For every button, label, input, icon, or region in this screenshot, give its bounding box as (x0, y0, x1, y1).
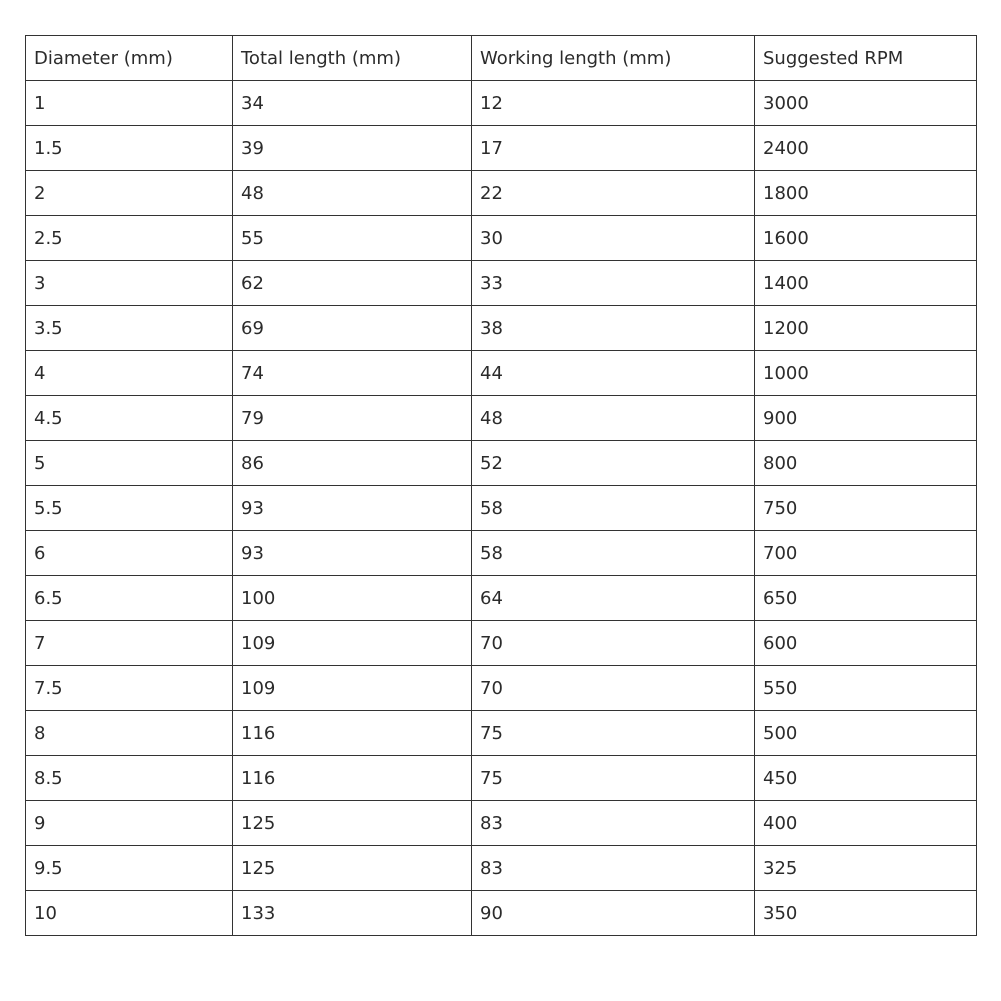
cell-working-length: 70 (472, 621, 755, 666)
table-row (26, 666, 977, 711)
cell-working-length: 52 (472, 441, 755, 486)
cell-working-length: 33 (472, 261, 755, 306)
cell-working-length: 70 (472, 666, 755, 711)
cell-diameter: 4.5 (26, 396, 233, 441)
cell-working-length: 58 (472, 531, 755, 576)
cell-total-length: 109 (233, 666, 472, 711)
cell-diameter: 8.5 (26, 756, 233, 801)
cell-suggested-rpm: 600 (755, 621, 977, 666)
cell-diameter: 9.5 (26, 846, 233, 891)
cell-diameter: 5.5 (26, 486, 233, 531)
cell-suggested-rpm: 800 (755, 441, 977, 486)
cell-diameter: 1.5 (26, 126, 233, 171)
cell-total-length: 109 (233, 621, 472, 666)
cell-total-length: 93 (233, 486, 472, 531)
cell-working-length: 48 (472, 396, 755, 441)
cell-suggested-rpm: 550 (755, 666, 977, 711)
cell-diameter: 6 (26, 531, 233, 576)
cell-working-length: 75 (472, 711, 755, 756)
cell-total-length: 39 (233, 126, 472, 171)
table-row (26, 261, 977, 306)
cell-working-length: 83 (472, 846, 755, 891)
header-working-length: Working length (mm) (472, 36, 755, 81)
cell-diameter: 6.5 (26, 576, 233, 621)
cell-total-length: 86 (233, 441, 472, 486)
cell-suggested-rpm: 325 (755, 846, 977, 891)
cell-suggested-rpm: 350 (755, 891, 977, 936)
cell-total-length: 125 (233, 801, 472, 846)
cell-working-length: 22 (472, 171, 755, 216)
table-row (26, 171, 977, 216)
cell-total-length: 62 (233, 261, 472, 306)
cell-total-length: 125 (233, 846, 472, 891)
cell-working-length: 44 (472, 351, 755, 396)
cell-suggested-rpm: 1800 (755, 171, 977, 216)
header-total-length: Total length (mm) (233, 36, 472, 81)
cell-suggested-rpm: 2400 (755, 126, 977, 171)
table-row (26, 621, 977, 666)
cell-total-length: 133 (233, 891, 472, 936)
cell-suggested-rpm: 400 (755, 801, 977, 846)
table-row (26, 531, 977, 576)
table-body (26, 81, 977, 936)
table-row (26, 81, 977, 126)
cell-diameter: 5 (26, 441, 233, 486)
cell-working-length: 30 (472, 216, 755, 261)
cell-suggested-rpm: 900 (755, 396, 977, 441)
cell-working-length: 90 (472, 891, 755, 936)
cell-total-length: 116 (233, 756, 472, 801)
cell-suggested-rpm: 450 (755, 756, 977, 801)
cell-diameter: 10 (26, 891, 233, 936)
cell-working-length: 83 (472, 801, 755, 846)
table-row (26, 441, 977, 486)
cell-diameter: 1 (26, 81, 233, 126)
header-suggested-rpm: Suggested RPM (755, 36, 977, 81)
cell-suggested-rpm: 700 (755, 531, 977, 576)
cell-total-length: 74 (233, 351, 472, 396)
table-row (26, 756, 977, 801)
cell-suggested-rpm: 750 (755, 486, 977, 531)
cell-total-length: 79 (233, 396, 472, 441)
cell-working-length: 17 (472, 126, 755, 171)
table-row (26, 216, 977, 261)
cell-total-length: 69 (233, 306, 472, 351)
cell-total-length: 100 (233, 576, 472, 621)
header-diameter: Diameter (mm) (26, 36, 233, 81)
cell-working-length: 75 (472, 756, 755, 801)
cell-diameter: 2 (26, 171, 233, 216)
cell-total-length: 48 (233, 171, 472, 216)
cell-total-length: 34 (233, 81, 472, 126)
cell-diameter: 2.5 (26, 216, 233, 261)
table-row (26, 351, 977, 396)
table-row (26, 846, 977, 891)
cell-diameter: 3 (26, 261, 233, 306)
cell-suggested-rpm: 500 (755, 711, 977, 756)
cell-diameter: 7 (26, 621, 233, 666)
cell-suggested-rpm: 1400 (755, 261, 977, 306)
table-row (26, 576, 977, 621)
cell-suggested-rpm: 1200 (755, 306, 977, 351)
table-row (26, 801, 977, 846)
cell-diameter: 7.5 (26, 666, 233, 711)
spec-table (25, 35, 977, 936)
cell-diameter: 4 (26, 351, 233, 396)
cell-working-length: 58 (472, 486, 755, 531)
cell-total-length: 55 (233, 216, 472, 261)
table-row (26, 486, 977, 531)
cell-working-length: 12 (472, 81, 755, 126)
cell-diameter: 9 (26, 801, 233, 846)
table-row (26, 306, 977, 351)
cell-suggested-rpm: 1000 (755, 351, 977, 396)
table-row (26, 711, 977, 756)
table-header-row (26, 36, 977, 81)
cell-suggested-rpm: 650 (755, 576, 977, 621)
cell-total-length: 93 (233, 531, 472, 576)
table-row (26, 396, 977, 441)
cell-working-length: 64 (472, 576, 755, 621)
table-row (26, 891, 977, 936)
cell-diameter: 8 (26, 711, 233, 756)
cell-suggested-rpm: 1600 (755, 216, 977, 261)
cell-working-length: 38 (472, 306, 755, 351)
cell-total-length: 116 (233, 711, 472, 756)
cell-suggested-rpm: 3000 (755, 81, 977, 126)
table-row (26, 126, 977, 171)
cell-diameter: 3.5 (26, 306, 233, 351)
